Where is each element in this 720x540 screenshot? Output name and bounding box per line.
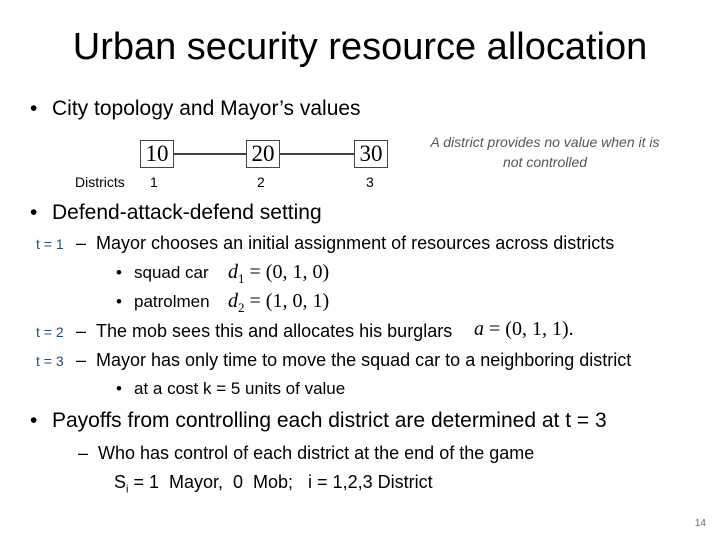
step-t2-line	[76, 321, 452, 342]
step-label-t3: t = 3	[36, 353, 64, 369]
squad-car-label: squad car	[134, 263, 209, 282]
step-t2-text: The mob sees this and allocates his burglars	[96, 321, 453, 341]
bullet-payoffs	[30, 409, 607, 433]
dash-icon: –	[76, 233, 87, 253]
step-t3-text: Mayor has only time to move the squad car to a neighboring district	[96, 350, 632, 370]
bullet-dot-icon: •	[116, 263, 122, 282]
move-cost-item	[116, 379, 345, 399]
bullet-dot-icon: •	[116, 379, 122, 398]
bullet-defend-attack	[30, 201, 322, 225]
step-t3-line	[76, 350, 631, 371]
dash-icon: –	[78, 443, 89, 463]
district-number-2: 2	[257, 174, 265, 190]
step-label-t1: t = 1	[36, 236, 64, 252]
district-number-1: 1	[150, 174, 158, 190]
district-number-3: 3	[366, 174, 374, 190]
payoff-definition: $S_i = 1$ Mayor, 0 Mob; i = 1,2,3 District	[114, 472, 433, 496]
bullet-dot-icon: •	[30, 409, 38, 432]
slide-title: Urban security resource allocation	[72, 26, 648, 68]
patrolmen-item	[116, 292, 210, 312]
graph-edge-1-2	[172, 153, 246, 155]
graph-edge-2-3	[278, 153, 354, 155]
district-node-3: 30	[354, 140, 388, 168]
patrolmen-label: patrolmen	[134, 292, 210, 311]
control-text: Who has control of each district at the end of the game	[98, 443, 535, 463]
move-cost-text: at a cost k = 5 units of value	[134, 379, 346, 398]
district-value-note: A district provides no value when it is not controlled	[430, 134, 660, 170]
page-number: 14	[694, 518, 706, 529]
district-node-2: 20	[246, 140, 280, 168]
squad-car-assignment: $d_1 = (0$, 1, 0)	[228, 261, 330, 286]
bullet-text: City topology and Mayor’s values	[52, 97, 361, 120]
dash-icon: –	[76, 350, 87, 370]
bullet-text: Defend-attack-defend setting	[52, 201, 322, 224]
burglar-assignment: a = (0, 1, 1).	[474, 318, 574, 340]
step-t1-text: Mayor chooses an initial assignment of resources across districts	[96, 233, 615, 253]
patrolmen-assignment: $d_2 = (1$, 0, 1)	[228, 290, 330, 315]
bullet-dot-icon: •	[30, 201, 38, 224]
dash-icon: –	[76, 321, 87, 341]
bullet-city-topology	[30, 97, 361, 121]
step-label-t2: t = 2	[36, 324, 64, 340]
squad-car-item	[116, 263, 209, 283]
bullet-dot-icon: •	[116, 292, 122, 311]
district-node-1: 10	[140, 140, 174, 168]
bullet-dot-icon: •	[30, 97, 38, 120]
districts-label: Districts	[75, 174, 125, 190]
control-line	[78, 443, 534, 464]
step-t1-line	[76, 233, 614, 254]
bullet-text: Payoffs from controlling each district are determined at t = 3	[52, 409, 607, 432]
